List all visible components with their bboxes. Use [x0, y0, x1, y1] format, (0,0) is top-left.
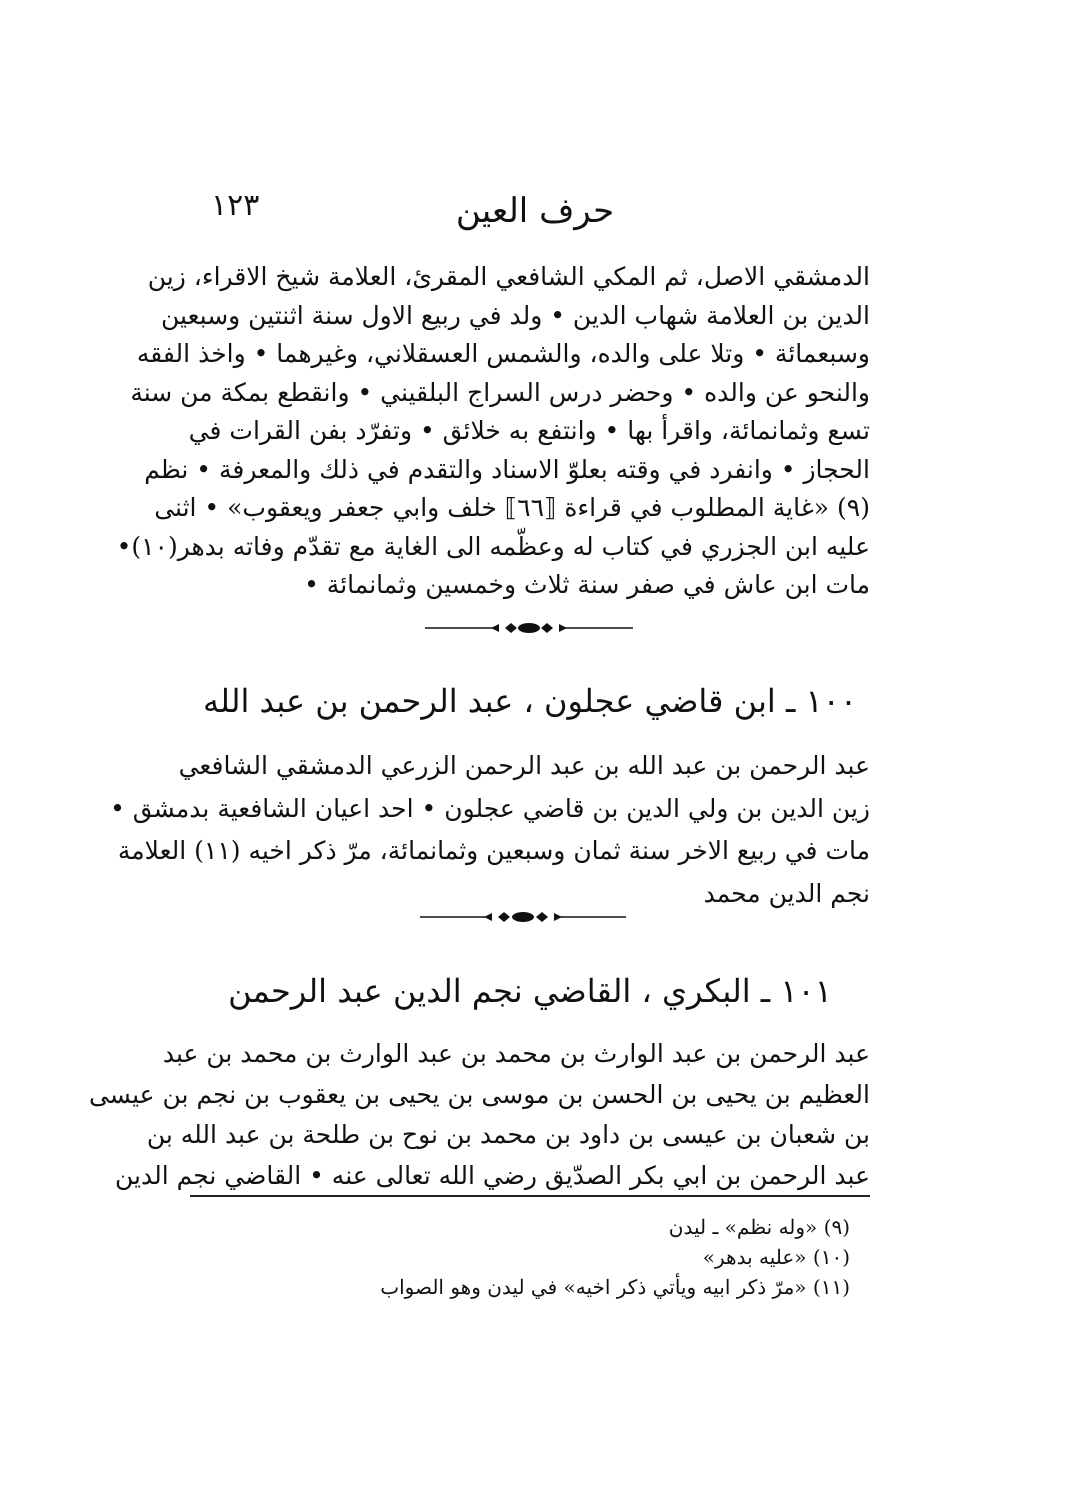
text-line: عبد الرحمن بن عبد الوارث بن محمد بن عبد الوارث بن محمد بن عبد [162, 1039, 870, 1068]
footnotes [190, 1212, 850, 1302]
footnote: (٩) «وله نظم» ـ ليدن [668, 1215, 850, 1239]
text-line: نجم الدين محمد [703, 878, 870, 908]
entry-101-body [88, 1034, 870, 1196]
decorative-divider-icon [425, 621, 633, 635]
text-line: الدمشقي الاصل، ثم المكي الشافعي المقرئ، العلامة شيخ الاقراء، زين [147, 262, 870, 291]
entry-heading-101: ١٠١ ـ البكري ، القاضي نجم الدين عبد الرحمن [228, 972, 832, 1010]
text-line: بن شعبان بن عيسى بن داود بن محمد بن نوح بن طلحة بن عبد الله بن [146, 1120, 870, 1149]
text-line: مات في ربيع الاخر سنة ثمان وسبعين وثمانمائة، مرّ ذكر اخيه (١١) العلامة [117, 836, 870, 865]
page-number: ١٢٣ [211, 188, 260, 223]
text-line: تسع وثمانمائة، واقرأ بها • وانتفع به خلائق • وتفرّد بفن القرات في [188, 416, 870, 445]
footnote: (١٠) «عليه بدهر» [702, 1245, 850, 1269]
continued-entry-paragraph [116, 258, 870, 605]
text-line: مات ابن عاش في صفر سنة ثلاث وخمسين وثمانمائة • [304, 570, 870, 599]
text-line: الحجاز • وانفرد في وقته بعلوّ الاسناد والتقدم في ذلك والمعرفة • نظم [144, 454, 870, 484]
running-head [205, 186, 865, 236]
text-line: والنحو عن والده • وحضر درس السراج البلقيني • وانقطع بمكة من سنة [130, 377, 870, 407]
text-line: عليه ابن الجزري في كتاب له وعظّمه الى الغاية مع تقدّم وفاته بدهر(١٠)• [116, 531, 870, 561]
text-line: العظيم بن يحيى بن الحسن بن موسى بن يحيى بن يعقوب بن نجم بن عيسى [88, 1079, 870, 1109]
text-line: (٩) «غاية المطلوب في قراءة ⟦٦٦⟧ خلف وابي جعفر ويعقوب» • اثنى [154, 493, 870, 522]
text-line: عبد الرحمن بن عبد الله بن عبد الرحمن الزرعي الدمشقي الشافعي [178, 751, 870, 780]
entry-heading-100: ١٠٠ ـ ابن قاضي عجلون ، عبد الرحمن بن عبد الله [202, 682, 858, 720]
text-line: وسبعمائة • وتلا على والده، والشمس العسقلاني، وغيرهما • واخذ الفقه [136, 339, 870, 368]
text-line: زين الدين بن ولي الدين بن قاضي عجلون • احد اعيان الشافعية بدمشق • [110, 793, 870, 823]
page-title: حرف العين [455, 191, 615, 231]
footnote: (١١) «مرّ ذكر ابيه ويأتي ذكر اخيه» في ليدن وهو الصواب [380, 1275, 850, 1299]
footnote-separator [190, 1195, 870, 1197]
text-line: عبد الرحمن بن ابي بكر الصدّيق رضي الله تعالى عنه • القاضي نجم الدين [114, 1160, 870, 1190]
text-line: الدين بن العلامة شهاب الدين • ولد في ربيع الاول سنة اثنتين وسبعين [161, 300, 870, 330]
decorative-divider-icon [420, 910, 626, 924]
entry-100-body [110, 745, 870, 915]
